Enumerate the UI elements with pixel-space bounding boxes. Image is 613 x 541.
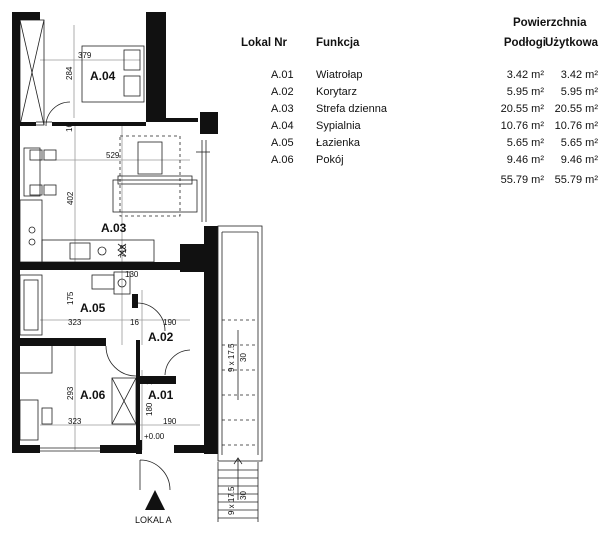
dim-175: 175 <box>66 291 75 305</box>
dim-190-b: 190 <box>163 417 177 426</box>
dimension-lines <box>40 25 200 450</box>
room-label-a06: A.06 <box>80 388 106 402</box>
stairs-lower-label: 9 x 17.5 <box>227 486 236 515</box>
kitchen-counter <box>20 200 42 262</box>
header-podlogi: Podłogi <box>503 37 546 49</box>
dining-table <box>24 148 40 196</box>
row-funkcja: Łazienka <box>316 137 361 149</box>
entrance-label: LOKAL A <box>135 515 172 525</box>
room-label-a02: A.02 <box>148 330 174 344</box>
row-funkcja: Korytarz <box>316 86 357 98</box>
level-label: +0.00 <box>144 432 165 441</box>
dim-379: 379 <box>78 51 92 60</box>
header-powierzchnia: Powierzchnia <box>513 17 587 29</box>
dim-284: 284 <box>65 66 74 80</box>
sofa <box>113 180 197 212</box>
room-label-a04: A.04 <box>90 69 116 83</box>
stairs-lower-30: 30 <box>239 491 248 500</box>
header-lokal: Lokal Nr <box>241 37 288 49</box>
dim-180: 180 <box>145 402 154 416</box>
row-uzytkowa: 5.95 m² <box>560 86 598 98</box>
dim-529: 529 <box>106 151 120 160</box>
row-lokal: A.03 <box>271 103 294 115</box>
row-funkcja: Strefa dzienna <box>316 103 387 115</box>
entrance-arrow-icon <box>145 490 165 510</box>
dim-16-b: 16 <box>130 318 139 327</box>
bed-a06 <box>20 400 38 440</box>
row-lokal: A.02 <box>271 86 294 98</box>
dim-16-a: 16 <box>65 123 74 132</box>
dim-190-a: 190 <box>163 318 177 327</box>
row-podlogi: 5.95 m² <box>506 86 544 98</box>
door-a01 <box>165 350 190 375</box>
dim-323-a: 323 <box>68 318 82 327</box>
dim-402: 402 <box>66 191 75 205</box>
desk <box>18 345 52 373</box>
total-uzytkowa: 55.79 m² <box>554 174 598 186</box>
bathtub <box>20 275 42 335</box>
row-uzytkowa: 3.42 m² <box>560 69 598 81</box>
header-uzytkowa: Użytkowa <box>544 37 598 49</box>
header-funkcja: Funkcja <box>316 37 360 49</box>
stairs-lower <box>218 458 258 522</box>
row-podlogi: 9.46 m² <box>506 154 544 166</box>
row-uzytkowa: 9.46 m² <box>560 154 598 166</box>
dim-323-b: 323 <box>68 417 82 426</box>
row-podlogi: 3.42 m² <box>506 69 544 81</box>
stairs-upper <box>218 226 262 461</box>
entrance-door <box>140 460 170 490</box>
total-podlogi: 55.79 m² <box>500 174 544 186</box>
row-podlogi: 5.65 m² <box>506 137 544 149</box>
stairs-upper-label: 9 x 17.5 <box>227 343 236 372</box>
row-uzytkowa: 20.55 m² <box>554 103 598 115</box>
row-funkcja: Pokój <box>316 154 344 166</box>
row-uzytkowa: 5.65 m² <box>560 137 598 149</box>
door-a05 <box>137 303 165 331</box>
dim-718: 718 <box>119 244 128 258</box>
row-lokal: A.06 <box>271 154 294 166</box>
room-label-a03: A.03 <box>101 221 127 235</box>
room-label-a05: A.05 <box>80 301 106 315</box>
row-lokal: A.05 <box>271 137 294 149</box>
stairs-upper-30: 30 <box>239 353 248 362</box>
row-funkcja: Sypialnia <box>316 120 361 132</box>
room-label-a01: A.01 <box>148 388 174 402</box>
dim-130: 130 <box>125 270 139 279</box>
dim-293: 293 <box>66 386 75 400</box>
door-a06 <box>106 346 136 376</box>
washbasin <box>92 275 114 289</box>
row-funkcja: Wiatrołap <box>316 69 363 81</box>
row-uzytkowa: 10.76 m² <box>554 120 598 132</box>
row-podlogi: 20.55 m² <box>500 103 544 115</box>
row-podlogi: 10.76 m² <box>500 120 544 132</box>
dim-16-c: 16 <box>145 376 154 385</box>
coffee-table <box>138 142 162 174</box>
row-lokal: A.04 <box>271 120 294 132</box>
area-table <box>230 14 605 194</box>
row-lokal: A.01 <box>271 69 294 81</box>
